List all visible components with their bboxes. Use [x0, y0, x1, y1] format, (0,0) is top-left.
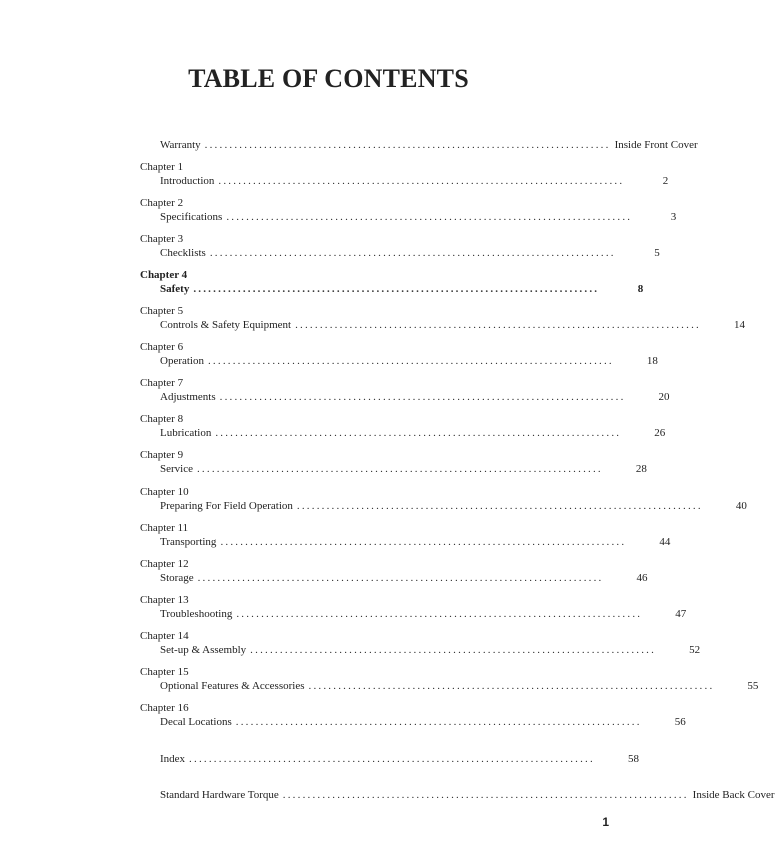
chapter-label: Chapter 7 [140, 377, 184, 389]
chapter-label: Chapter 12 [140, 558, 189, 570]
toc-entry[interactable] [160, 426, 666, 440]
toc-entry-label: Operation [160, 355, 204, 367]
dot-leader: .................................................................................. [282, 789, 689, 801]
toc-entry[interactable] [160, 246, 660, 260]
dot-leader: .................................................................................. [295, 319, 701, 331]
toc-entry[interactable] [160, 535, 671, 549]
dot-leader: .................................................................................. [196, 463, 603, 475]
chapter-label: Chapter 6 [140, 341, 184, 353]
toc-entry[interactable] [160, 679, 759, 693]
toc-entry-label: Safety [160, 283, 190, 295]
dot-leader: .................................................................................. [308, 680, 715, 692]
chapter-label: Chapter 5 [140, 305, 184, 317]
toc-entry-label: Index [160, 753, 186, 765]
toc-entry-label: Decal Locations [160, 716, 232, 728]
toc-entry-label: Transporting [160, 536, 217, 548]
toc-entry[interactable] [160, 462, 647, 476]
chapter-label: Chapter 16 [140, 702, 189, 714]
toc-entry[interactable] [160, 643, 701, 657]
chapter-label: Chapter 15 [140, 666, 189, 678]
toc-entry[interactable] [160, 210, 677, 224]
toc-entry-label: Standard Hardware Torque [160, 789, 279, 801]
dot-leader: .................................................................................. [197, 572, 604, 584]
dot-leader: .................................................................................. [235, 716, 642, 728]
toc-entry[interactable] [160, 499, 747, 513]
toc-entry-label: Troubleshooting [160, 608, 233, 620]
toc-entry-page: 18 [646, 355, 658, 367]
toc-entry[interactable] [160, 282, 644, 296]
toc-entry-label: Storage [160, 572, 194, 584]
page-number: 1 [602, 815, 609, 829]
dot-leader: .................................................................................. [219, 391, 626, 403]
toc-entry-page: 40 [735, 500, 747, 512]
toc-entry[interactable] [160, 318, 745, 332]
toc-entry-page: 20 [658, 391, 670, 403]
toc-entry-torque[interactable] [160, 788, 775, 802]
toc-entry-label: Set-up & Assembly [160, 644, 247, 656]
toc-entry-page: 58 [627, 753, 639, 765]
toc-entry-label: Controls & Safety Equipment [160, 319, 292, 331]
dot-leader: .................................................................................. [207, 355, 614, 367]
dot-leader: .................................................................................. [193, 283, 600, 295]
toc-entry-label: Warranty [160, 139, 201, 151]
toc-entry-label: Introduction [160, 175, 215, 187]
dot-leader: .................................................................................. [209, 247, 616, 259]
toc-entry-label: Preparing For Field Operation [160, 500, 293, 512]
toc-entry[interactable] [160, 390, 670, 404]
toc-entry-page: 3 [670, 211, 677, 223]
dot-leader: .................................................................................. [250, 644, 657, 656]
dot-leader: .................................................................................. [220, 536, 627, 548]
dot-leader: .................................................................................. [236, 608, 643, 620]
toc-entry-page: 47 [675, 608, 687, 620]
toc-entry-page: 52 [689, 644, 701, 656]
chapter-label: Chapter 8 [140, 413, 184, 425]
toc-entry-warranty[interactable] [160, 138, 698, 152]
toc-entry-label: Adjustments [160, 391, 216, 403]
chapter-label: Chapter 2 [140, 197, 184, 209]
toc-entry-label: Specifications [160, 211, 223, 223]
chapter-label: Chapter 14 [140, 630, 189, 642]
chapter-label: Chapter 1 [140, 161, 184, 173]
toc-entry-index[interactable] [160, 752, 639, 766]
chapter-label: Chapter 13 [140, 594, 189, 606]
chapter-label: Chapter 11 [140, 522, 189, 534]
toc-entry-label: Lubrication [160, 427, 212, 439]
chapter-label: Chapter 9 [140, 449, 184, 461]
dot-leader: .................................................................................. [226, 211, 633, 223]
toc-entry-label: Checklists [160, 247, 206, 259]
chapter-label: Chapter 4 [140, 269, 188, 281]
toc-entry-page: Inside Front Cover [614, 139, 698, 151]
toc-entry-page: 26 [654, 427, 666, 439]
dot-leader: .................................................................................. [204, 139, 611, 151]
toc-entry-page: 56 [674, 716, 686, 728]
page-title: TABLE OF CONTENTS [188, 64, 469, 93]
toc-entry[interactable] [160, 715, 686, 729]
toc-entry-page: 46 [636, 572, 648, 584]
toc-entry[interactable] [160, 354, 658, 368]
toc-entry-page: 5 [654, 247, 660, 259]
toc-entry-page: 8 [637, 283, 644, 295]
dot-leader: .................................................................................. [215, 427, 622, 439]
toc-entry-page: 44 [659, 536, 671, 548]
dot-leader: .................................................................................. [296, 500, 703, 512]
toc-entry[interactable] [160, 174, 669, 188]
toc-entry-page: 55 [747, 680, 759, 692]
dot-leader: .................................................................................. [189, 753, 595, 765]
toc-entry[interactable] [160, 571, 648, 585]
toc-entry-page: 28 [635, 463, 647, 475]
toc-entry-page: 14 [733, 319, 745, 331]
toc-entry[interactable] [160, 607, 687, 621]
toc-entry-label: Optional Features & Accessories [160, 680, 305, 692]
chapter-label: Chapter 10 [140, 486, 189, 498]
chapter-label: Chapter 3 [140, 233, 184, 245]
toc-entry-page: Inside Back Cover [692, 789, 775, 801]
toc-entry-page: 2 [662, 175, 669, 187]
toc-entry-label: Service [160, 463, 193, 475]
dot-leader: .................................................................................. [218, 175, 625, 187]
